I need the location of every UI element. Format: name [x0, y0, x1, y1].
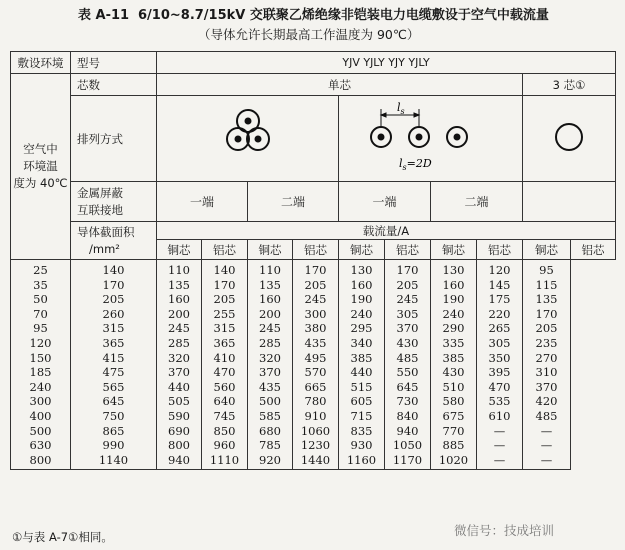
ampacity-cell: 365	[202, 336, 248, 351]
ampacity-cell: 320	[248, 351, 293, 366]
ampacity-cell: 260	[71, 307, 157, 322]
ampacity-cell: 205	[385, 278, 431, 293]
ampacity-cell: 370	[385, 321, 431, 336]
ampacity-cell: 570	[293, 365, 339, 380]
aluminum-header: 铝芯	[293, 240, 339, 260]
ampacity-cell: 960	[202, 438, 248, 453]
footnote: ①与表 A-7①相同。	[12, 530, 113, 544]
ampacity-cell: 370	[157, 365, 202, 380]
ampacity-cell: 240	[339, 307, 385, 322]
ampacity-cell: 1160	[339, 453, 385, 470]
section-label-line: 导体截面积	[77, 224, 135, 239]
ampacity-cell: —	[523, 453, 571, 470]
copper-header: 铜芯	[157, 240, 202, 260]
ampacity-cell: —	[477, 438, 523, 453]
ampacity-cell: 1440	[293, 453, 339, 470]
section-value: 95	[11, 321, 71, 336]
ampacity-cell: 435	[293, 336, 339, 351]
ampacity-cell: 1060	[293, 424, 339, 439]
model-value: YJV YJLY YJY YJLY	[157, 52, 616, 74]
ampacity-cell: 470	[477, 380, 523, 395]
ampacity-cell: 255	[202, 307, 248, 322]
ampacity-cell: 140	[202, 260, 248, 278]
ampacity-cell: 770	[431, 424, 477, 439]
ampacity-cell: 585	[248, 409, 293, 424]
ampacity-cell: 380	[293, 321, 339, 336]
ampacity-cell: 785	[248, 438, 293, 453]
ampacity-cell: 135	[248, 278, 293, 293]
ampacity-cell: 435	[248, 380, 293, 395]
copper-header: 铜芯	[339, 240, 385, 260]
ampacity-cell: 175	[477, 292, 523, 307]
ampacity-header: 载流量/A	[157, 222, 616, 240]
ampacity-cell: —	[477, 453, 523, 470]
ampacity-cell: 310	[523, 365, 571, 380]
ampacity-cell: 205	[202, 292, 248, 307]
ampacity-cell: 800	[157, 438, 202, 453]
ampacity-cell: —	[523, 438, 571, 453]
ampacity-cell: 205	[293, 278, 339, 293]
ampacity-cell: 850	[202, 424, 248, 439]
section-value: 25	[11, 260, 71, 278]
ampacity-cell: 245	[157, 321, 202, 336]
ampacity-cell: 515	[339, 380, 385, 395]
ampacity-cell: 205	[71, 292, 157, 307]
two-end-single-trefoil: 二端	[248, 182, 339, 222]
ampacity-cell: 290	[431, 321, 477, 336]
section-value: 630	[11, 438, 71, 453]
section-value: 120	[11, 336, 71, 351]
ampacity-cell: 170	[71, 278, 157, 293]
ampacity-cell: 385	[339, 351, 385, 366]
ampacity-cell: 415	[71, 351, 157, 366]
cores-header: 芯数	[71, 74, 157, 96]
ampacity-cell: 560	[202, 380, 248, 395]
ampacity-cell: 715	[339, 409, 385, 424]
ampacity-cell: 265	[477, 321, 523, 336]
shield-header	[71, 182, 157, 222]
table-row	[11, 321, 616, 336]
ampacity-cell: 430	[431, 365, 477, 380]
ampacity-cell: 930	[339, 438, 385, 453]
three-core-shield-cell	[523, 182, 616, 222]
ampacity-cell: 750	[71, 409, 157, 424]
ampacity-cell: 285	[157, 336, 202, 351]
ampacity-cell: —	[477, 424, 523, 439]
ampacity-cell: 135	[157, 278, 202, 293]
ampacity-cell: 305	[477, 336, 523, 351]
ampacity-cell: 370	[523, 380, 571, 395]
ampacity-cell: 440	[157, 380, 202, 395]
ampacity-cell: 340	[339, 336, 385, 351]
table-row	[11, 365, 616, 380]
ampacity-cell: 510	[431, 380, 477, 395]
flat-arrangement-icon	[341, 97, 521, 177]
three-core-label: 3 芯①	[523, 74, 616, 96]
section-value: 185	[11, 365, 71, 380]
ampacity-cell: 940	[157, 453, 202, 470]
ampacity-cell: 675	[431, 409, 477, 424]
ampacity-cell: 120	[477, 260, 523, 278]
ampacity-cell: 110	[157, 260, 202, 278]
ampacity-cell: 505	[157, 394, 202, 409]
ampacity-cell: 130	[431, 260, 477, 278]
ampacity-cell: 160	[248, 292, 293, 307]
ls-equation: $l_s=2D$	[398, 157, 432, 172]
section-value: 400	[11, 409, 71, 424]
table-row	[11, 278, 616, 293]
ampacity-cell: 550	[385, 365, 431, 380]
ampacity-cell: 140	[71, 260, 157, 278]
ampacity-cell: 580	[431, 394, 477, 409]
ampacity-cell: 160	[431, 278, 477, 293]
ampacity-cell: 645	[71, 394, 157, 409]
ampacity-cell: 745	[202, 409, 248, 424]
ampacity-cell: 1020	[431, 453, 477, 470]
table-row	[11, 351, 616, 366]
table-title-text: 6/10~8.7/15kV 交联聚乙烯绝缘非铠装电力电缆敷设于空气中载流量	[138, 8, 549, 23]
ampacity-cell: 610	[477, 409, 523, 424]
ampacity-cell: 315	[202, 321, 248, 336]
ampacity-cell: 110	[248, 260, 293, 278]
ampacity-cell: 665	[293, 380, 339, 395]
ampacity-cell: 605	[339, 394, 385, 409]
ampacity-cell: 1230	[293, 438, 339, 453]
ampacity-cell: 865	[71, 424, 157, 439]
ampacity-cell: 170	[385, 260, 431, 278]
section-value: 35	[11, 278, 71, 293]
ampacity-cell: 395	[477, 365, 523, 380]
ampacity-cell: 730	[385, 394, 431, 409]
ampacity-cell: 160	[339, 278, 385, 293]
arrangement-header: 排列方式	[71, 96, 157, 182]
single-core-label: 单芯	[157, 74, 523, 96]
ampacity-cell: 200	[157, 307, 202, 322]
trefoil-arrangement-icon	[198, 97, 298, 177]
copper-header: 铜芯	[431, 240, 477, 260]
ampacity-cell: 485	[523, 409, 571, 424]
three-core-cable-icon	[539, 107, 599, 167]
flat-diagram	[339, 96, 523, 182]
ampacity-cell: 135	[523, 292, 571, 307]
ampacity-cell: 160	[157, 292, 202, 307]
three-core-diagram	[523, 96, 616, 182]
ampacity-cell: 940	[385, 424, 431, 439]
ampacity-cell: 500	[248, 394, 293, 409]
ampacity-cell: 440	[339, 365, 385, 380]
table-row	[11, 438, 616, 453]
env-line: 环境温	[23, 159, 58, 173]
env-header: 敷设环境	[11, 52, 71, 74]
section-label-line: /mm²	[89, 241, 120, 256]
ampacity-cell: 245	[385, 292, 431, 307]
ls-label: $l_s$	[396, 101, 405, 116]
ampacity-cell: 920	[248, 453, 293, 470]
shield-label-line: 互联接地	[77, 202, 123, 217]
ampacity-cell: 1140	[71, 453, 157, 470]
table-row	[11, 394, 616, 409]
ampacity-cell: 315	[71, 321, 157, 336]
ampacity-cell: 170	[293, 260, 339, 278]
copper-header: 铜芯	[248, 240, 293, 260]
ampacity-cell: 170	[202, 278, 248, 293]
ampacity-cell: 190	[431, 292, 477, 307]
ampacity-cell: 205	[523, 321, 571, 336]
ampacity-cell: 385	[431, 351, 477, 366]
section-value: 240	[11, 380, 71, 395]
ampacity-cell: 235	[523, 336, 571, 351]
section-value: 800	[11, 453, 71, 470]
ampacity-cell: 590	[157, 409, 202, 424]
ampacity-cell: 220	[477, 307, 523, 322]
ampacity-cell: 485	[385, 351, 431, 366]
ampacity-cell: 780	[293, 394, 339, 409]
ampacity-cell: 200	[248, 307, 293, 322]
ampacity-cell: 640	[202, 394, 248, 409]
watermark: 微信号：技成培训	[454, 523, 555, 538]
ampacity-cell: 475	[71, 365, 157, 380]
ampacity-cell: 335	[431, 336, 477, 351]
ampacity-cell: 410	[202, 351, 248, 366]
ampacity-cell: 240	[431, 307, 477, 322]
section-value: 50	[11, 292, 71, 307]
ampacity-cell: 430	[385, 336, 431, 351]
ampacity-cell: 1170	[385, 453, 431, 470]
section-value: 300	[11, 394, 71, 409]
ampacity-cell: —	[523, 424, 571, 439]
ampacity-cell: 350	[477, 351, 523, 366]
ampacity-cell: 565	[71, 380, 157, 395]
ampacity-cell: 365	[71, 336, 157, 351]
ampacity-cell: 1050	[385, 438, 431, 453]
ampacity-cell: 285	[248, 336, 293, 351]
one-end-single-trefoil: 一端	[157, 182, 248, 222]
ampacity-cell: 680	[248, 424, 293, 439]
ampacity-cell: 470	[202, 365, 248, 380]
shield-label-line: 金属屏蔽	[77, 185, 123, 200]
table-body	[11, 260, 616, 470]
table-subtitle: （导体允许长期最高工作温度为 90℃）	[198, 27, 420, 42]
ampacity-cell: 535	[477, 394, 523, 409]
aluminum-header: 铝芯	[202, 240, 248, 260]
table-row	[11, 424, 616, 439]
ampacity-cell: 95	[523, 260, 571, 278]
ampacity-cell: 835	[339, 424, 385, 439]
ampacity-cell: 910	[293, 409, 339, 424]
ampacity-cell: 170	[523, 307, 571, 322]
ampacity-cell: 245	[293, 292, 339, 307]
ampacity-cell: 1110	[202, 453, 248, 470]
section-value: 70	[11, 307, 71, 322]
ampacity-cell: 320	[157, 351, 202, 366]
model-header: 型号	[71, 52, 157, 74]
copper-header: 铜芯	[523, 240, 571, 260]
env-line: 度为 40℃	[13, 176, 68, 190]
ampacity-cell: 145	[477, 278, 523, 293]
ampacity-cell: 840	[385, 409, 431, 424]
ampacity-cell: 690	[157, 424, 202, 439]
table-row	[11, 409, 616, 424]
two-end-single-flat: 二端	[431, 182, 523, 222]
ampacity-cell: 270	[523, 351, 571, 366]
section-header	[71, 222, 157, 260]
aluminum-header: 铝芯	[385, 240, 431, 260]
ampacity-cell: 115	[523, 278, 571, 293]
ampacity-cell: 305	[385, 307, 431, 322]
ampacity-cell: 300	[293, 307, 339, 322]
ampacity-cell: 885	[431, 438, 477, 453]
ampacity-cell: 130	[339, 260, 385, 278]
section-value: 500	[11, 424, 71, 439]
aluminum-header: 铝芯	[571, 240, 616, 260]
ampacity-cell: 420	[523, 394, 571, 409]
table-row	[11, 307, 616, 322]
env-line: 空气中	[23, 142, 58, 156]
ampacity-cell: 990	[71, 438, 157, 453]
aluminum-header: 铝芯	[477, 240, 523, 260]
one-end-single-flat: 一端	[339, 182, 431, 222]
ampacity-table	[10, 51, 616, 470]
ampacity-cell: 295	[339, 321, 385, 336]
table-number: 表 A-11	[78, 8, 130, 23]
trefoil-diagram	[157, 96, 339, 182]
ampacity-cell: 370	[248, 365, 293, 380]
table-row	[11, 336, 616, 351]
table-row	[11, 453, 616, 470]
ampacity-cell: 190	[339, 292, 385, 307]
ampacity-cell: 245	[248, 321, 293, 336]
ampacity-cell: 495	[293, 351, 339, 366]
table-row	[11, 380, 616, 395]
env-cell	[11, 74, 71, 260]
table-row	[11, 260, 616, 278]
table-row	[11, 292, 616, 307]
ampacity-cell: 645	[385, 380, 431, 395]
section-value: 150	[11, 351, 71, 366]
